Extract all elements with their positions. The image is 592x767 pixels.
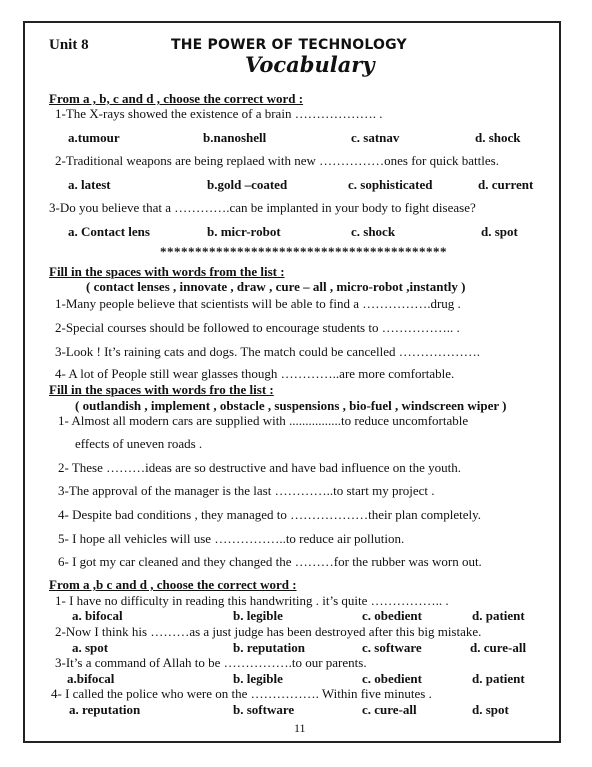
word-list: ( outlandish , implement , obstacle , suspensions , bio-fuel , windscreen wiper )	[75, 398, 507, 413]
option-c: c. software	[362, 640, 422, 655]
list-item: 6- I got my car cleaned and they changed the ………for the rubber was worn out.	[58, 554, 482, 569]
list-item: 2-Special courses should be followed to encourage students to …………….. .	[55, 320, 460, 335]
question-text: 2-Now I think his ………as a just judge has been destroyed after this big mistake.	[55, 624, 482, 639]
list-item: 2- These ………ideas are so destructive and have bad influence on the youth.	[58, 460, 461, 475]
option-b: b. software	[233, 702, 295, 717]
option-a: a. reputation	[69, 702, 141, 717]
unit-label: Unit 8	[49, 37, 89, 53]
list-item: 4- A lot of People still wear glasses though …………..are more comfortable.	[55, 366, 455, 381]
list-item: 3-Look ! It’s raining cats and dogs. The match could be cancelled ……………….	[55, 344, 481, 359]
option-a: a.tumour	[68, 130, 120, 145]
list-item: 3-The approval of the manager is the last …………..to start my project .	[58, 483, 435, 498]
option-b: b.nanoshell	[203, 130, 267, 145]
list-item: 1-Many people believe that scientists will be able to find a …………….drug .	[55, 296, 461, 311]
option-d: d. patient	[472, 608, 525, 623]
option-d: d. current	[478, 177, 534, 192]
question-text: 1-The X-rays showed the existence of a brain ………………. .	[55, 106, 383, 121]
option-d: d. patient	[472, 671, 525, 686]
section-1-heading: From a , b, c and d , choose the correct word :	[49, 91, 304, 106]
option-a: a. Contact lens	[68, 224, 150, 239]
option-b: b. legible	[233, 671, 283, 686]
page-number: 11	[294, 721, 306, 735]
option-c: c. satnav	[351, 130, 400, 145]
question-text: 3-It’s a command of Allah to be …………….to our parents.	[55, 655, 367, 670]
list-item: effects of uneven roads .	[75, 436, 203, 451]
option-c: c. shock	[351, 224, 396, 239]
list-item: 1- Almost all modern cars are supplied with ................to reduce uncomfortable	[58, 413, 469, 428]
option-b: b. legible	[233, 608, 283, 623]
question-text: 4- I called the police who were on the ……………. Within five minutes .	[51, 686, 432, 701]
list-item: 4- Despite bad conditions , they managed to ………………their plan completely.	[58, 507, 482, 522]
section-3-heading: Fill in the spaces with words fro the list :	[49, 382, 274, 397]
option-d: d. shock	[475, 130, 521, 145]
option-c: c. cure-all	[362, 702, 417, 717]
page-subtitle: Vocabulary	[245, 52, 375, 77]
section-2-heading: Fill in the spaces with words from the list :	[49, 264, 285, 279]
option-b: b. reputation	[233, 640, 305, 655]
option-a: a.bifocal	[67, 671, 115, 686]
option-c: c. obedient	[362, 671, 422, 686]
option-d: d. spot	[472, 702, 509, 717]
question-text: 2-Traditional weapons are being replaed with new ……………ones for quick battles.	[55, 153, 499, 168]
option-b: b. micr-robot	[207, 224, 281, 239]
option-a: a. latest	[68, 177, 111, 192]
question-text: 3-Do you believe that a ………….can be implanted in your body to fight disease?	[49, 200, 476, 215]
question-text: 1- I have no difficulty in reading this handwriting . it’s quite …………….. .	[55, 593, 449, 608]
option-c: c. sophisticated	[348, 177, 433, 192]
list-item: 5- I hope all vehicles will use ……………..to reduce air pollution.	[58, 531, 405, 546]
option-d: d. cure-all	[470, 640, 527, 655]
option-b: b.gold –coated	[207, 177, 288, 192]
option-d: d. spot	[481, 224, 518, 239]
word-list: ( contact lenses , innovate , draw , cure – all , micro-robot ,instantly )	[86, 279, 466, 294]
divider: *****************************************	[160, 244, 447, 259]
option-a: a. bifocal	[72, 608, 123, 623]
option-a: a. spot	[72, 640, 109, 655]
section-4-heading: From a ,b c and d , choose the correct word :	[49, 577, 297, 592]
option-c: c. obedient	[362, 608, 422, 623]
page-title: THE POWER OF TECHNOLOGY	[171, 37, 407, 53]
